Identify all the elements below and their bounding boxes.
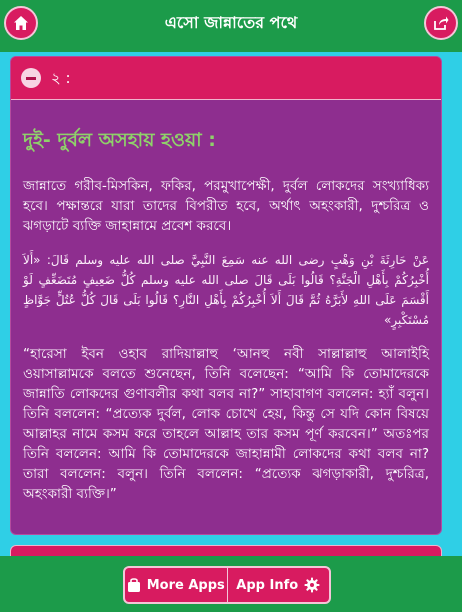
shopping-bag-icon [127,577,141,593]
card-header[interactable] [11,57,441,100]
app-info-button[interactable] [228,568,330,602]
app-title: এসো জান্নাতের পথে [164,13,298,32]
card-number: ২ : [51,69,71,87]
translation-paragraph: “হারেসা ইবন ওহাব রাদিয়াল্লাহু ‘আনহু নবী সাল্লাল্লাহু আলাইহি ওয়াসাল্লামকে বলতে শুনেছেন, তিনি বলেছেন: “আমি কি তোমাদেরকে জান্নাতি লোকদের গুণাবলীর কথা বলব না?” সাহাবাগণ বললেন: হ্যাঁ বলুন। তিনি বললেন: “প্রত্যেক দুর্বল, লোক চোখে হেয়, কিন্তু সে যদি কোন বিষয়ে আল্লাহর নামে কসম করে তাহলে আল্লাহ তার কসম পূর্ণ করবেন।” অতঃপর তিনি বললেন: আমি কি তোমাদেরকে জাহান্নামী লোকদের কথা বলব না? তারা বললেন: বলুন। তিনি বললেন: “প্রত্যেক ঝগড়াকারী, দুশ্চরিত্র, অহংকারী ব্যক্তি।” [23,346,429,502]
more-apps-label: More Apps [146,577,225,593]
bottom-bar [0,556,462,612]
more-apps-button[interactable] [125,568,227,602]
gear-icon [304,577,320,593]
section-heading: দুই- দুর্বল অসহায় হওয়া : [23,129,216,151]
footer-button-group [123,566,331,604]
share-button[interactable] [424,6,458,40]
arabic-hadith: عَنْ حَارِثَةَ بْنِ وَهْبٍ رضى الله عنه سَمِعَ النَّبِيَّ صلى الله عليه وسلم قَالَ: «أَلاَ أُخْبِرُكُمْ بِأَهْلِ الْجَنَّةِ؟ قَالُوا بَلَى قَالَ صلى الله عليه وسلم كُلُّ ضَعِيفٍ مُتَضَعِّفٍ لَوْ أَقْسَمَ عَلَى اللهِ لأَبَرَّهُ ثُمَّ قَالَ أَلاَ أُخْبِرُكُمْ بِأَهْلِ النَّارِ؟ قَالُوا بَلَى قَالَ كُلُّ عُتُلٍّ جَوَّاظٍ مُسْتَكْبِرٍ» [23,253,429,327]
top-app-bar [0,0,462,52]
app-info-label: App Info [236,577,299,593]
content-card [10,56,442,535]
collapse-icon[interactable] [21,68,41,88]
share-icon [433,15,449,31]
intro-paragraph: জান্নাতে গরীব-মিসকিন, ফকির, পরমুখাপেক্ষী, দুর্বল লোকদের সংখ্যাধিক্য হবে। পক্ষান্তরে যারা তাদের বিপরীত হবে, অর্থাৎ অহংকারী, দুশ্চরিত্র ও ঝগড়াটে ব্যক্তি জাহান্নামে প্রবেশ করবে। [23,178,429,234]
card-body [11,100,441,504]
